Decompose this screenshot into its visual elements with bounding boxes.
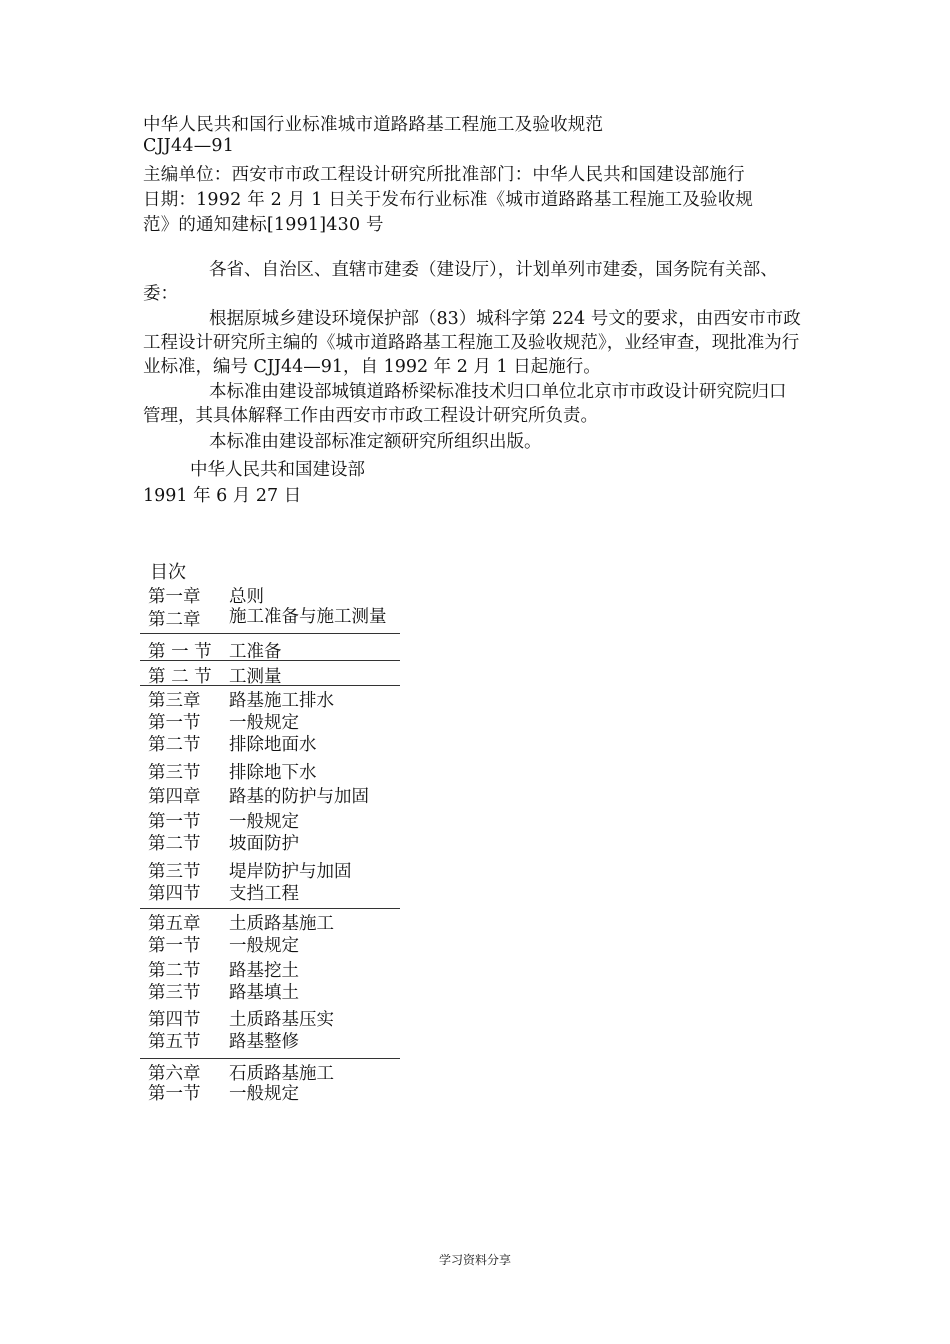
toc-entry-title: 土质路基压实 xyxy=(229,1010,334,1030)
toc-entry-number: 第四章 xyxy=(148,787,201,807)
toc-entry[interactable] xyxy=(148,1080,400,1104)
toc-entry[interactable] xyxy=(148,1006,400,1030)
toc-entry[interactable] xyxy=(148,910,400,934)
toc-entry-number: 第一节 xyxy=(148,936,201,956)
toc-entry-number: 第三节 xyxy=(148,862,201,882)
toc-entry-title: 一般规定 xyxy=(229,936,299,956)
toc-entry-title: 路基的防护与加固 xyxy=(229,787,369,807)
notice-addressee: 各省、自治区、直辖市建委（建设厅），计划单列市建委，国务院有关部、委： xyxy=(143,260,778,304)
toc-entry-title: 一般规定 xyxy=(229,1084,299,1104)
toc-entry[interactable] xyxy=(148,932,400,956)
toc-entry[interactable] xyxy=(148,638,400,662)
toc-divider xyxy=(140,908,400,909)
toc-entry-title: 土质路基施工 xyxy=(229,914,334,934)
toc-entry-number: 第一节 xyxy=(148,1084,201,1104)
toc-entry-title: 工准备 xyxy=(229,642,282,662)
toc-divider xyxy=(140,660,400,661)
notice-paragraph-1: 根据原城乡建设环境保护部（83）城科字第 224 号文的要求，由西安市市政工程设计研究所主编的《城市道路路基工程施工及验收规范》，业经审查，现批准为行业标准，编号 CJJ44—91，自 1992 年 2 月 1 日起施行。 xyxy=(143,309,801,377)
toc-entry-title: 排除地面水 xyxy=(229,735,317,755)
toc-entry-number: 第五章 xyxy=(148,914,201,934)
toc-entry-number: 第五节 xyxy=(148,1032,201,1052)
toc-divider xyxy=(140,1058,400,1059)
toc-entry[interactable] xyxy=(148,583,400,607)
toc-entry[interactable] xyxy=(148,808,400,832)
toc-entry-title: 一般规定 xyxy=(229,812,299,832)
toc-entry-number: 第二节 xyxy=(148,961,201,981)
toc-entry-number: 第六章 xyxy=(148,1064,201,1084)
toc-divider xyxy=(140,633,400,634)
toc-entry-title: 路基施工排水 xyxy=(229,691,334,711)
toc-entry[interactable] xyxy=(148,783,400,807)
toc-entry-title: 支挡工程 xyxy=(229,884,299,904)
toc-entry-number: 第一节 xyxy=(148,713,201,733)
standard-code: CJJ44—91 xyxy=(143,136,235,156)
toc-entry-number: 第四节 xyxy=(148,1010,201,1030)
toc-entry[interactable] xyxy=(148,957,400,981)
toc-entry-title: 总则 xyxy=(229,587,264,607)
toc-entry[interactable] xyxy=(148,709,400,733)
toc-entry-title: 路基填土 xyxy=(229,983,299,1003)
toc-entry-title: 一般规定 xyxy=(229,713,299,733)
toc-entry-title: 路基挖土 xyxy=(229,961,299,981)
toc-entry-title: 排除地下水 xyxy=(229,763,317,783)
toc-entry-number: 第三节 xyxy=(148,763,201,783)
toc-entry-title: 堤岸防护与加固 xyxy=(229,862,352,882)
toc-title: 目次 xyxy=(150,562,186,583)
toc-entry-number: 第一章 xyxy=(148,587,201,607)
notice-ref-line: 范》的通知建标[1991]430 号 xyxy=(143,215,384,235)
toc-entry[interactable] xyxy=(148,687,400,711)
toc-entry[interactable] xyxy=(148,979,400,1003)
toc-entry-title: 坡面防护 xyxy=(229,834,299,854)
issuer: 中华人民共和国建设部 xyxy=(190,460,365,480)
toc-entry-title: 施工准备与施工测量 xyxy=(229,607,387,627)
toc-entry-number: 第三章 xyxy=(148,691,201,711)
issue-date: 1991 年 6 月 27 日 xyxy=(143,486,302,506)
toc-entry-number: 第 一 节 xyxy=(148,642,212,662)
toc-entry[interactable] xyxy=(148,731,400,755)
date-line: 日期：1992 年 2 月 1 日关于发布行业标准《城市道路路基工程施工及验收规 xyxy=(143,190,754,210)
editor-line: 主编单位：西安市市政工程设计研究所批准部门：中华人民共和国建设部施行 xyxy=(143,165,745,185)
toc-entry-number: 第二节 xyxy=(148,735,201,755)
document-title: 中华人民共和国行业标准城市道路路基工程施工及验收规范 xyxy=(143,115,604,135)
toc-divider xyxy=(140,685,400,686)
toc-entry[interactable] xyxy=(148,663,400,687)
toc-entry-number: 第一节 xyxy=(148,812,201,832)
toc-entry-number: 第 二 节 xyxy=(148,667,212,687)
toc-entry[interactable] xyxy=(148,759,400,783)
toc-entry-title: 路基整修 xyxy=(229,1032,299,1052)
toc-entry-number: 第三节 xyxy=(148,983,201,1003)
toc-entry[interactable] xyxy=(148,606,400,632)
notice-paragraph-2: 本标准由建设部城镇道路桥梁标准技术归口单位北京市市政设计研究院归口管理，其具体解释工作由西安市市政工程设计研究所负责。 xyxy=(143,382,787,426)
toc-entry-title: 工测量 xyxy=(229,667,282,687)
toc-entry-number: 第二章 xyxy=(148,610,201,630)
toc-entry[interactable] xyxy=(148,880,400,904)
toc-entry[interactable] xyxy=(148,1028,400,1052)
page-footer: 学习资料分享 xyxy=(438,1253,511,1267)
toc-entry[interactable] xyxy=(148,830,400,854)
toc-entry-number: 第二节 xyxy=(148,834,201,854)
toc-entry[interactable] xyxy=(148,858,400,882)
notice-paragraph-3: 本标准由建设部标准定额研究所组织出版。 xyxy=(209,432,542,452)
toc-entry-number: 第四节 xyxy=(148,884,201,904)
toc-entry-title: 石质路基施工 xyxy=(229,1064,334,1084)
